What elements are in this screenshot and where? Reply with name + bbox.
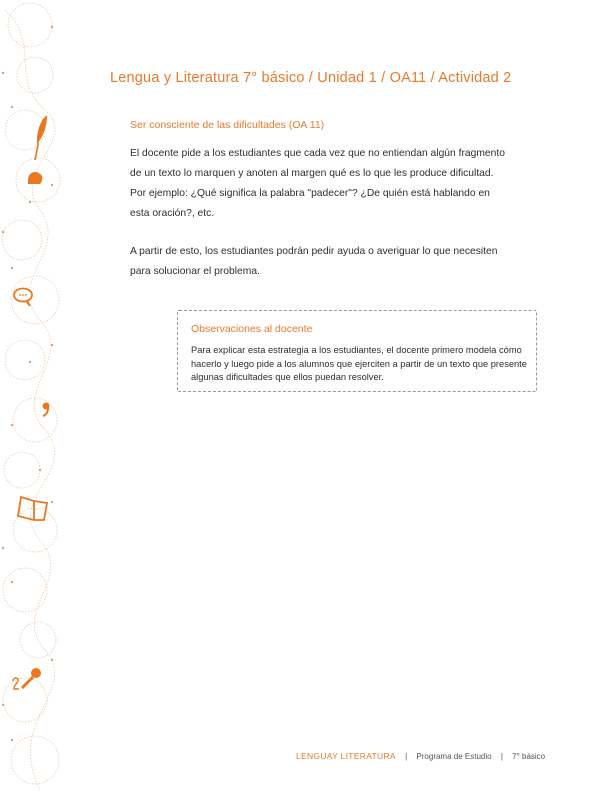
observations-title: Observaciones al docente [191,323,313,335]
footer-program: Programa de Estudio [416,752,492,761]
teacher-observations-box [177,310,537,392]
footer-subject: LENGUAY LITERATURA [296,751,396,761]
decorative-swirl-border [0,0,70,800]
comma-icon [43,403,50,417]
page-title: Lengua y Literatura 7° básico / Unidad 1 / OA11 / Actividad 2 [110,70,512,86]
footer-separator: | [405,752,408,761]
footer-separator: | [500,752,503,761]
speech-bubble-icon [14,289,32,307]
activity-paragraph-2: A partir de esto, los estudiantes podrán pedir ayuda o averiguar lo que necesiten para solucionar el problema. [130,246,498,277]
observations-text: Para explicar esta estrategia a los estudiantes, el docente primero modela cómo hacerlo y luego pide a los alumnos que ejerciten a partir de un texto que presente algunas dificultades que ellos puedan resolver. [191,345,527,382]
activity-subtitle: Ser consciente de las dificultades (OA 11) [130,119,325,131]
microphone-icon [13,668,41,689]
inkwell-icon [28,172,42,184]
footer-grade: 7° básico [512,752,546,761]
quill-icon [35,116,47,160]
page-footer [296,751,545,761]
activity-paragraph-1: El docente pide a los estudiantes que cada vez que no entiendan algún fragmento de un texto lo marquen y anoten al margen qué es lo que les produce dificultad. Por ejemplo: ¿Qué significa la palabra "padecer"? ¿De quién está hablando en esta oración?, etc. [130,148,505,219]
